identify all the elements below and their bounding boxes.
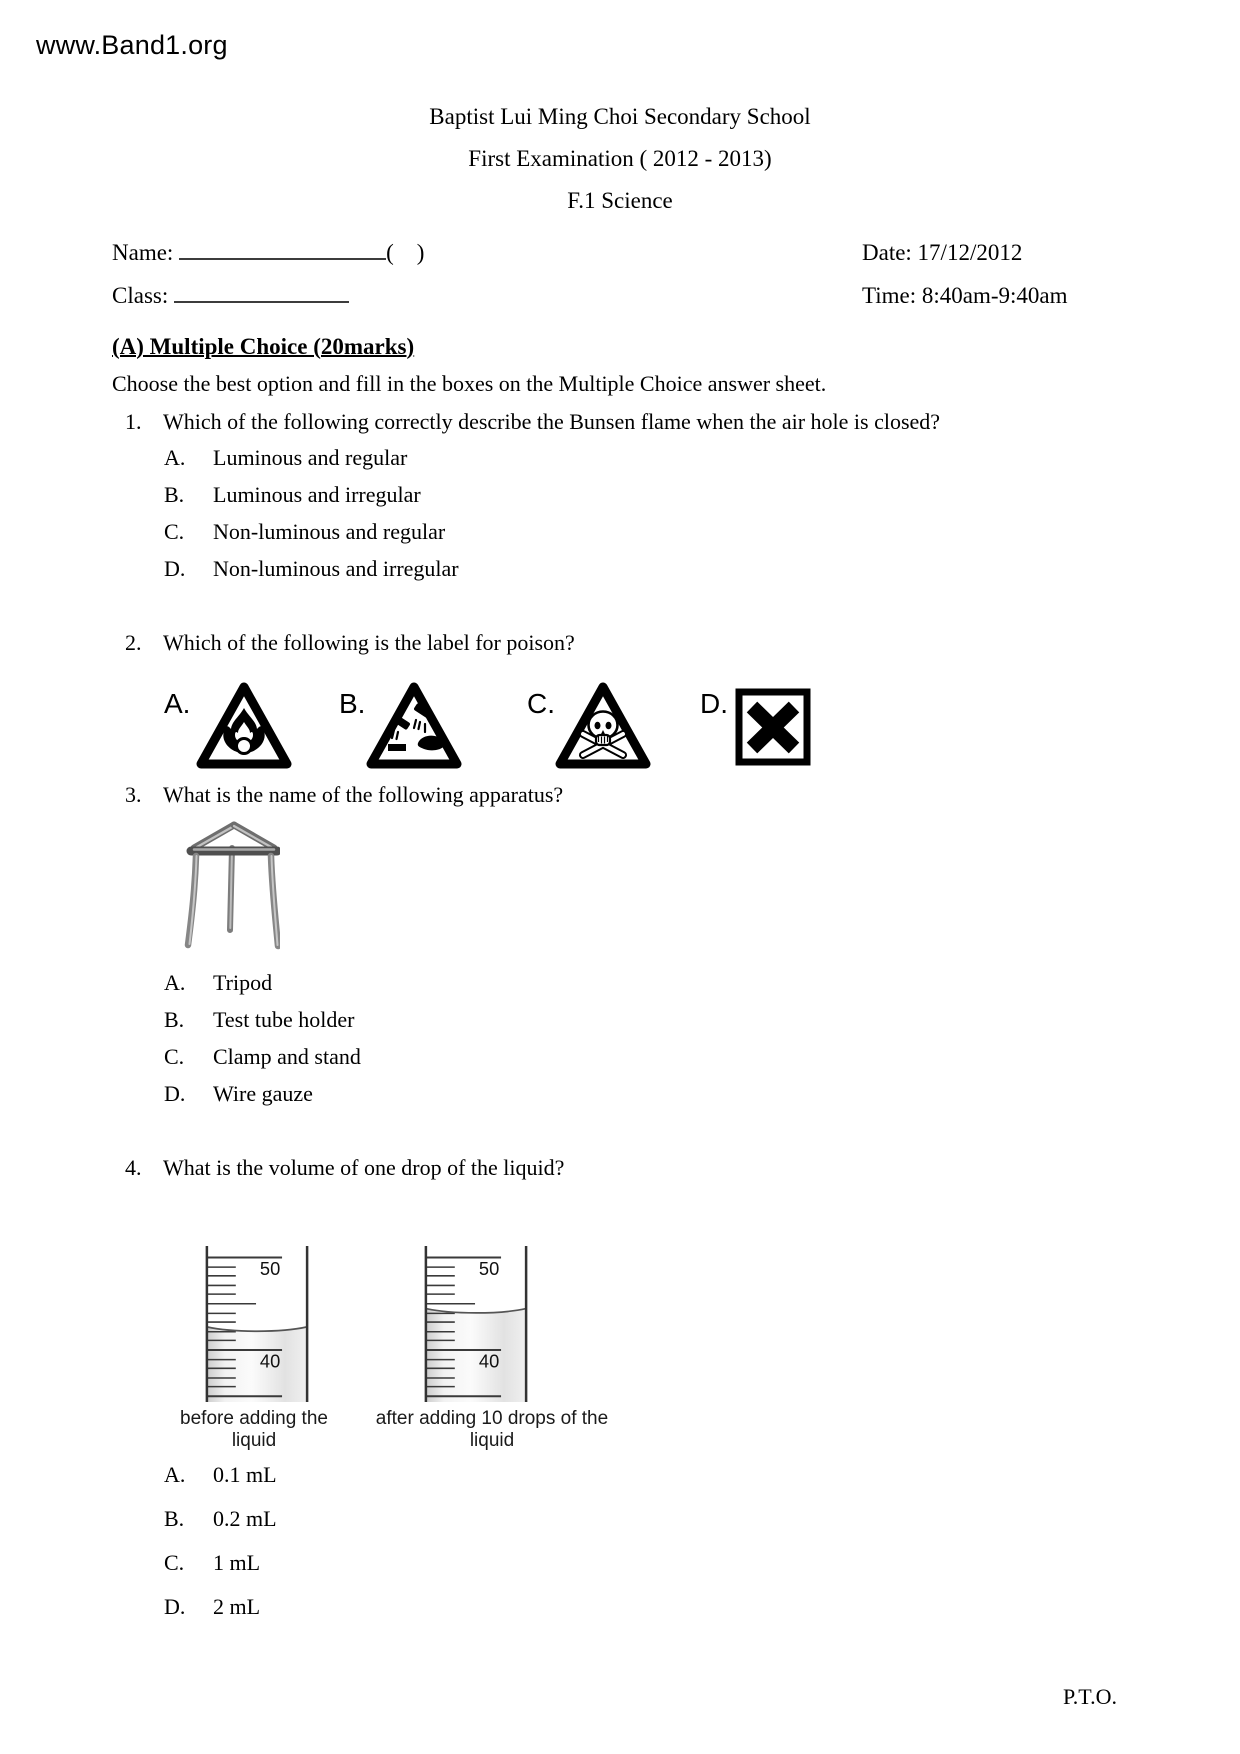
q4-option-d-text: 2 mL (213, 1594, 261, 1619)
class-blank-field (174, 296, 349, 303)
question-4-text: What is the volume of one drop of the liquid? (163, 1155, 565, 1180)
subject-title: F.1 Science (567, 188, 673, 213)
cylinder-before-lower-mark: 40 (259, 1350, 281, 1372)
q1-option-c-letter: C. (164, 519, 185, 544)
date-text: Date: 17/12/2012 (862, 240, 1023, 265)
toxic-icon (553, 680, 653, 772)
q3-option-d-text: Wire gauze (213, 1081, 313, 1106)
q4-option-c (164, 1550, 260, 1576)
q1-option-a (164, 445, 407, 471)
cylinder-after-upper-mark: 50 (478, 1257, 500, 1279)
site-watermark: www.Band1.org (36, 30, 228, 60)
q1-option-b-text: Luminous and irregular (213, 482, 421, 507)
corrosive-icon (364, 680, 464, 772)
q4-option-c-text: 1 mL (213, 1550, 261, 1575)
question-4 (125, 1155, 564, 1181)
q1-option-a-letter: A. (164, 445, 186, 470)
question-2 (125, 630, 575, 656)
q3-option-b-text: Test tube holder (213, 1007, 355, 1032)
q2-symbol-a-letter: A. (164, 688, 191, 719)
q1-option-d-letter: D. (164, 556, 186, 581)
q3-option-d (164, 1081, 313, 1107)
flammable-icon (194, 680, 294, 772)
question-3 (125, 782, 563, 808)
q3-option-a-letter: A. (164, 970, 186, 995)
q4-option-b-letter: B. (164, 1506, 185, 1531)
q3-option-d-letter: D. (164, 1081, 186, 1106)
q4-option-a-text: 0.1 mL (213, 1462, 277, 1487)
q4-option-b (164, 1506, 277, 1532)
q2-symbol-b-letter: B. (339, 688, 366, 719)
q1-option-c-text: Non-luminous and regular (213, 519, 446, 544)
question-2-text: Which of the following is the label for poison? (163, 630, 575, 655)
cylinder-after-caption: after adding 10 drops of the liquid (375, 1408, 609, 1451)
class-label: Class: (112, 283, 169, 308)
name-row (112, 240, 424, 266)
cylinder-before-caption: before adding the liquid (180, 1408, 328, 1451)
q1-option-d-text: Non-luminous and irregular (213, 556, 459, 581)
name-label: Name: (112, 240, 174, 265)
q1-option-b (164, 482, 421, 508)
q1-option-d (164, 556, 459, 582)
cylinder-before-upper-mark: 50 (259, 1257, 281, 1279)
cylinder-after-lower-mark: 40 (478, 1350, 500, 1372)
q1-option-c (164, 519, 445, 545)
q4-option-d (164, 1594, 260, 1620)
tripod-image (183, 818, 280, 951)
q4-option-b-text: 0.2 mL (213, 1506, 277, 1531)
section-heading: (A) Multiple Choice (20marks) (112, 334, 415, 359)
question-1-number: 1. (125, 409, 142, 434)
question-4-number: 4. (125, 1155, 142, 1180)
time-text: Time: 8:40am-9:40am (862, 283, 1068, 308)
q4-option-a-letter: A. (164, 1462, 186, 1487)
q1-option-a-text: Luminous and regular (213, 445, 408, 470)
measuring-cylinder-after (423, 1243, 529, 1405)
page-turn-over-note: P.T.O. (1063, 1684, 1117, 1709)
q4-option-c-letter: C. (164, 1550, 185, 1575)
q3-option-c (164, 1044, 361, 1070)
question-3-text: What is the name of the following apparatus? (163, 782, 564, 807)
q2-symbol-d-letter: D. (700, 688, 728, 719)
q3-option-c-text: Clamp and stand (213, 1044, 361, 1069)
q2-symbol-c-letter: C. (527, 688, 555, 719)
harmful-icon (735, 688, 811, 766)
q4-option-d-letter: D. (164, 1594, 186, 1619)
section-instruction: Choose the best option and fill in the boxes on the Multiple Choice answer sheet. (112, 371, 827, 396)
question-3-number: 3. (125, 782, 142, 807)
q3-option-b-letter: B. (164, 1007, 185, 1032)
question-2-number: 2. (125, 630, 142, 655)
question-1-text: Which of the following correctly describe the Bunsen flame when the air hole is closed? (163, 409, 941, 434)
q1-option-b-letter: B. (164, 482, 185, 507)
name-class-number-paren: ( ) (386, 240, 425, 265)
school-name: Baptist Lui Ming Choi Secondary School (429, 104, 811, 129)
class-row (112, 283, 349, 309)
q3-option-a-text: Tripod (213, 970, 273, 995)
q4-option-a (164, 1462, 277, 1488)
name-blank-field (179, 253, 386, 260)
q3-option-b (164, 1007, 354, 1033)
question-1 (125, 409, 940, 435)
exam-title: First Examination ( 2012 - 2013) (468, 146, 772, 171)
q3-option-a (164, 970, 272, 996)
measuring-cylinder-before (204, 1243, 310, 1405)
q3-option-c-letter: C. (164, 1044, 185, 1069)
